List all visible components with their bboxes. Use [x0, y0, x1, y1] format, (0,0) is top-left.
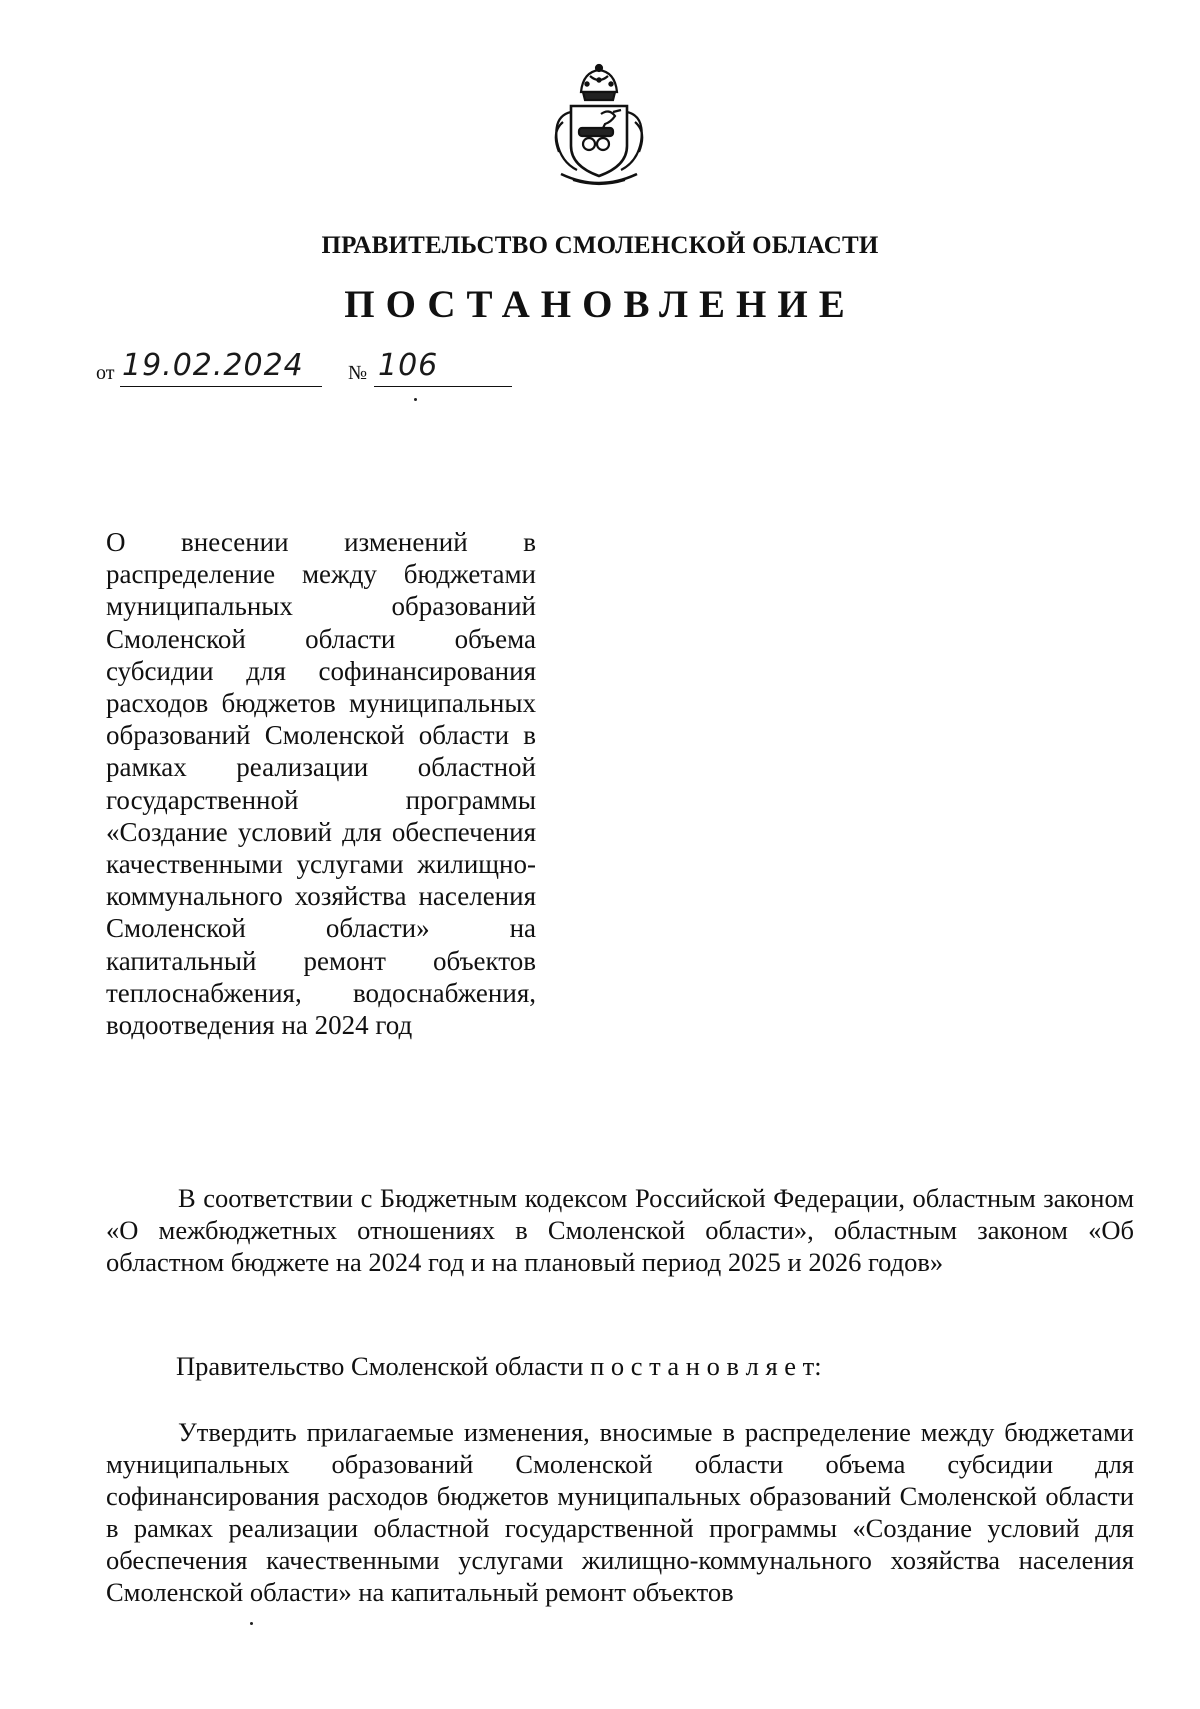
date-underline — [120, 386, 322, 387]
resolution-line: Правительство Смоленской области п о с т а н о в л я е т: — [176, 1351, 822, 1381]
date-number-line — [96, 348, 526, 388]
scan-speck — [414, 398, 417, 401]
document-type-heading: ПОСТАНОВЛЕНИЕ — [344, 283, 856, 326]
scan-speck — [250, 1622, 253, 1625]
date-prefix: от — [96, 362, 115, 384]
document-subject: О внесении изменений в распределение между бюджетами муниципальных образований Смоленской области объема субсидии для софинансирования расходов бюджетов муниципальных образований Смоленской области в рамках реализации областной государственной программы «Создание условий для обеспечения качественными услугами жилищно-коммунального хозяйства населения Смоленской области» на капитальный ремонт объектов теплоснабжения, водоснабжения, водоотведения на 2024 год — [106, 527, 536, 1041]
smolensk-coat-of-arms-icon — [543, 62, 655, 192]
number-underline — [374, 386, 512, 387]
document-date: 19.02.2024 — [122, 348, 304, 383]
preamble-paragraph: В соответствии с Бюджетным кодексом Российской Федерации, областным законом «О межбюджетных отношениях в Смоленской области», областным законом «Об областном бюджете на 2024 год и на плановый период 2025 и 2026 годов» — [106, 1183, 1134, 1277]
document-number: 106 — [378, 348, 439, 383]
number-prefix: № — [348, 362, 368, 384]
decision-paragraph: Утвердить прилагаемые изменения, вносимые в распределение между бюджетами муниципальных образований Смоленской области объема субсидии для софинансирования расходов бюджетов муниципальных образований Смоленской области в рамках реализации областной государственной программы «Создание условий для обеспечения качественными услугами жилищно-коммунального хозяйства населения Смоленской области» на капитальный ремонт объектов — [106, 1417, 1134, 1607]
government-name-heading: ПРАВИТЕЛЬСТВО СМОЛЕНСКОЙ ОБЛАСТИ — [321, 232, 879, 259]
